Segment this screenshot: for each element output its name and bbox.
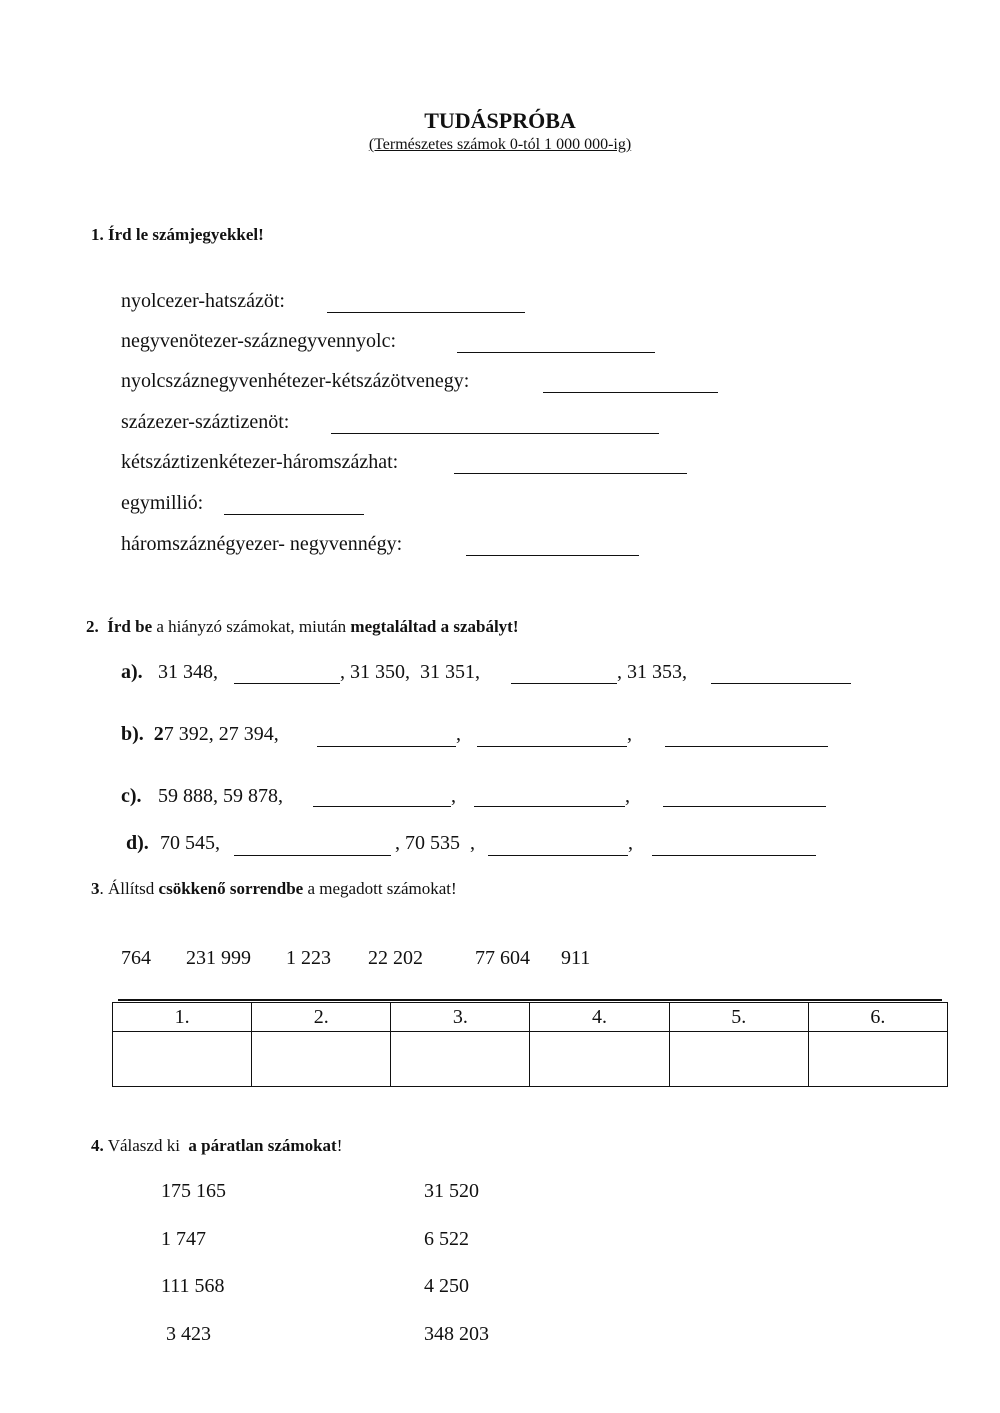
task3-heading-text1: . Állítsd <box>99 879 159 898</box>
task1-item-5-label: kétszáztizenkétezer-háromszázhat: <box>121 451 399 473</box>
task4-heading-text2: ! <box>336 1136 343 1155</box>
task2-c-part1: 59 888, 59 878, <box>158 785 283 807</box>
task4-number[interactable]: 111 568 <box>161 1275 225 1297</box>
task2-c-blank-1[interactable] <box>313 806 451 807</box>
task3-number-2: 231 999 <box>186 947 251 969</box>
task1-item-6-label: egymillió: <box>121 492 204 514</box>
task4-heading-text1: Válaszd ki <box>103 1136 189 1155</box>
task2-a-part2: , 31 350, 31 351, <box>340 661 480 683</box>
task4-number[interactable]: 31 520 <box>424 1180 479 1202</box>
task2-b-part1: 7 392, 27 394, <box>163 723 279 745</box>
task4-number[interactable]: 4 250 <box>424 1275 469 1297</box>
task2-b-comma-1: , <box>456 723 461 745</box>
order-col-2-header: 2. <box>252 1003 391 1032</box>
task2-a-blank-3[interactable] <box>711 683 851 684</box>
task4-heading-num: 4. <box>91 1136 104 1155</box>
task2-d-label: d). <box>126 832 149 854</box>
task1-item-1-answer[interactable] <box>327 312 525 313</box>
task3-number-6: 911 <box>561 947 591 969</box>
order-table <box>112 1002 948 1087</box>
order-cell-6[interactable] <box>808 1032 947 1087</box>
task2-c-comma-2: , <box>625 785 630 807</box>
order-col-6-header: 6. <box>808 1003 947 1032</box>
task4-heading-bold: a páratlan számokat <box>188 1136 337 1155</box>
task1-item-4-label: százezer-száztizenöt: <box>121 411 290 433</box>
task1-heading: 1. Írd le számjegyekkel! <box>91 225 264 244</box>
order-cell-4[interactable] <box>530 1032 669 1087</box>
task1-item-2-answer[interactable] <box>457 352 655 353</box>
task2-b-blank-2[interactable] <box>477 746 627 747</box>
task2-d-blank-3[interactable] <box>652 855 816 856</box>
task2-b-label: b). <box>121 723 144 745</box>
task2-c-comma-1: , <box>451 785 456 807</box>
task2-d-part1: 70 545, <box>160 832 220 854</box>
task2-d-blank-1[interactable] <box>234 855 391 856</box>
task3-heading-bold: csökkenő sorrendbe <box>158 879 304 898</box>
task1-item-7-answer[interactable] <box>466 555 639 556</box>
task2-a-part3: , 31 353, <box>617 661 687 683</box>
task1-item-4-answer[interactable] <box>331 433 659 434</box>
page-subtitle: (Természetes számok 0-tól 1 000 000-ig) <box>368 136 632 153</box>
order-cell-2[interactable] <box>252 1032 391 1087</box>
task2-d-blank-2[interactable] <box>488 855 628 856</box>
task2-c-blank-2[interactable] <box>474 806 625 807</box>
task2-heading-bold2: megtaláltad a szabályt! <box>350 617 519 636</box>
task2-c-blank-3[interactable] <box>663 806 826 807</box>
task2-heading <box>86 617 519 637</box>
task1-item-1-label: nyolcezer-hatszázöt: <box>121 290 285 312</box>
order-col-1-header: 1. <box>113 1003 252 1032</box>
task2-a-blank-1[interactable] <box>234 683 340 684</box>
page-title: TUDÁSPRÓBA <box>424 108 576 133</box>
task2-d-part2: , 70 535 , <box>395 832 475 854</box>
task2-heading-bold1: Írd be <box>107 617 153 636</box>
task1-item-6-answer[interactable] <box>224 514 364 515</box>
task3-number-4: 22 202 <box>368 947 423 969</box>
order-cell-3[interactable] <box>391 1032 530 1087</box>
order-cell-5[interactable] <box>669 1032 808 1087</box>
task3-number-1: 764 <box>121 947 151 969</box>
order-col-5-header: 5. <box>669 1003 808 1032</box>
task2-a-blank-2[interactable] <box>511 683 617 684</box>
task2-a-label: a). <box>121 661 143 683</box>
task1-item-7-label: háromszáznégyezer- negyvennégy: <box>121 533 403 555</box>
task3-heading-text2: a megadott számokat! <box>303 879 457 898</box>
task4-heading <box>91 1136 342 1156</box>
task2-heading-text: a hiányzó számokat, miután <box>152 617 351 636</box>
task4-number[interactable]: 1 747 <box>161 1228 206 1250</box>
table-top-rule <box>118 999 942 1001</box>
task2-b-blank-3[interactable] <box>665 746 828 747</box>
order-col-4-header: 4. <box>530 1003 669 1032</box>
task2-c-label: c). <box>121 785 142 807</box>
task1-item-3-answer[interactable] <box>543 392 718 393</box>
task4-number[interactable]: 175 165 <box>161 1180 226 1202</box>
order-cell-1[interactable] <box>113 1032 252 1087</box>
task1-item-3-label: nyolcszáznegyvenhétezer-kétszázötvenegy: <box>121 370 470 392</box>
order-col-3-header: 3. <box>391 1003 530 1032</box>
task2-a-part1: 31 348, <box>158 661 218 683</box>
task3-heading <box>91 879 457 899</box>
task4-number[interactable]: 3 423 <box>166 1323 211 1345</box>
task3-number-3: 1 223 <box>286 947 331 969</box>
task1-item-2-label: negyvenötezer-száznegyvennyolc: <box>121 330 397 352</box>
task4-number[interactable]: 348 203 <box>424 1323 489 1345</box>
task1-item-5-answer[interactable] <box>454 473 687 474</box>
task2-d-comma: , <box>628 832 633 854</box>
task2-b-comma-2: , <box>627 723 632 745</box>
task2-b-bold-digit: 2 <box>153 723 164 745</box>
task2-b-blank-1[interactable] <box>317 746 456 747</box>
task4-number[interactable]: 6 522 <box>424 1228 469 1250</box>
task3-heading-num: 3 <box>91 879 100 898</box>
task3-number-5: 77 604 <box>475 947 530 969</box>
task2-heading-num: 2. <box>86 617 99 636</box>
task2-b-row <box>121 723 279 746</box>
